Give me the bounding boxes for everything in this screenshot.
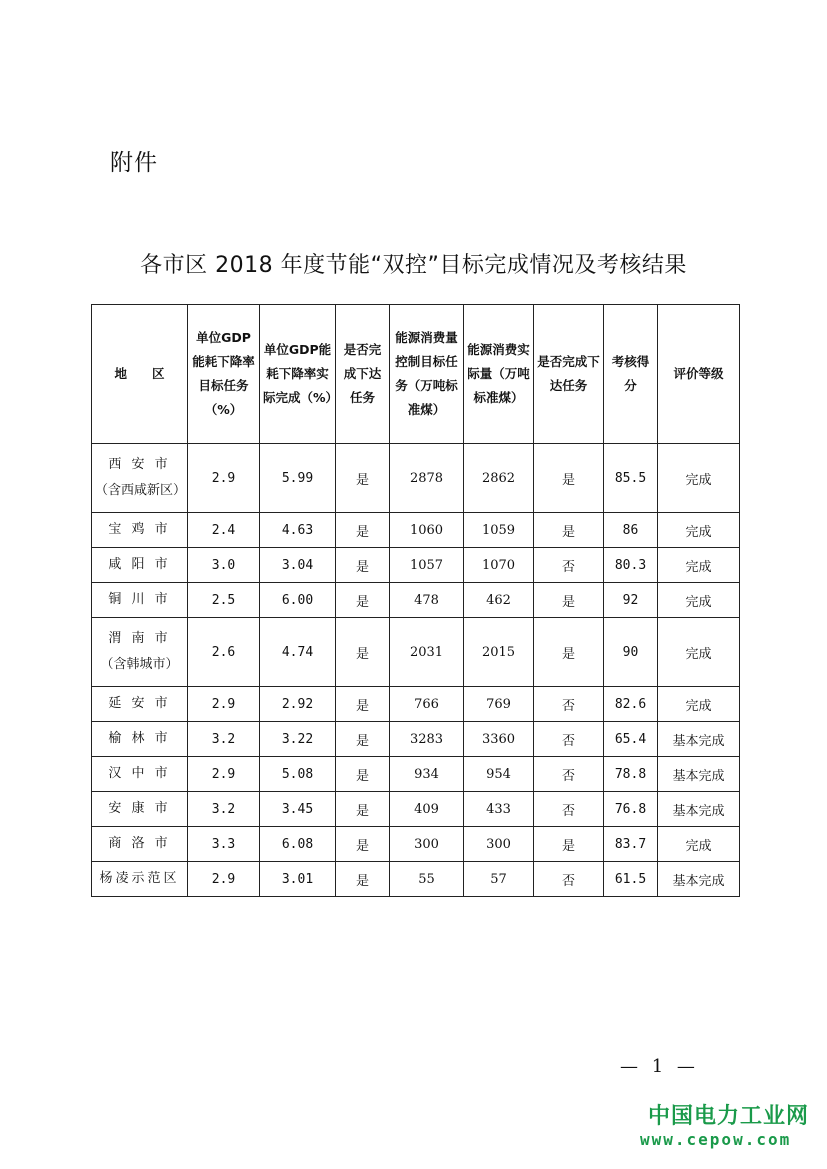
table-row <box>92 618 740 687</box>
score-cell: 90 <box>604 618 658 687</box>
region-name: 铜 川 市 <box>108 592 171 607</box>
energy-actual-cell: 433 <box>464 792 534 827</box>
gdp-target-cell: 2.9 <box>188 757 260 792</box>
region-name: 咸 阳 市 <box>108 557 171 572</box>
region-name: 渭 南 市 <box>108 631 171 646</box>
done-gdp-cell: 是 <box>336 827 390 862</box>
table-header-row <box>92 305 740 444</box>
grade-cell: 基本完成 <box>658 862 740 897</box>
done-gdp-cell: 是 <box>336 722 390 757</box>
energy-target-cell: 409 <box>390 792 464 827</box>
region-cell <box>92 792 188 827</box>
table-row <box>92 827 740 862</box>
gdp-target-cell: 3.2 <box>188 722 260 757</box>
energy-target-cell: 934 <box>390 757 464 792</box>
grade-cell: 完成 <box>658 687 740 722</box>
done-energy-cell: 否 <box>534 722 604 757</box>
grade-cell: 完成 <box>658 583 740 618</box>
grade-cell: 基本完成 <box>658 792 740 827</box>
region-cell <box>92 757 188 792</box>
done-gdp-cell: 是 <box>336 444 390 513</box>
grade-cell: 基本完成 <box>658 757 740 792</box>
done-energy-cell: 否 <box>534 757 604 792</box>
region-name: 杨凌示范区 <box>99 871 180 886</box>
energy-actual-cell: 3360 <box>464 722 534 757</box>
energy-actual-cell: 300 <box>464 827 534 862</box>
gdp-actual-cell: 2.92 <box>260 687 336 722</box>
gdp-target-cell: 2.9 <box>188 862 260 897</box>
done-energy-cell: 否 <box>534 792 604 827</box>
gdp-target-cell: 2.9 <box>188 444 260 513</box>
energy-target-cell: 300 <box>390 827 464 862</box>
score-cell: 80.3 <box>604 548 658 583</box>
header-done-gdp: 是否完成下达任务 <box>336 305 390 444</box>
region-note: （含西咸新区） <box>95 483 187 498</box>
attachment-label: 附件 <box>110 150 158 176</box>
region-name: 商 洛 市 <box>108 836 171 851</box>
table-row <box>92 583 740 618</box>
header-energy-actual: 能源消费实际量（万吨标准煤） <box>464 305 534 444</box>
done-energy-cell: 是 <box>534 583 604 618</box>
page-title: 各市区 2018 年度节能“双控”目标完成情况及考核结果 <box>140 253 687 278</box>
watermark-name: 中国电力工业网 <box>648 1104 810 1129</box>
gdp-target-cell: 3.0 <box>188 548 260 583</box>
score-cell: 61.5 <box>604 862 658 897</box>
gdp-target-cell: 2.4 <box>188 513 260 548</box>
gdp-actual-cell: 6.08 <box>260 827 336 862</box>
grade-cell: 完成 <box>658 513 740 548</box>
done-gdp-cell: 是 <box>336 618 390 687</box>
header-gdp-actual: 单位GDP能耗下降率实际完成（%） <box>260 305 336 444</box>
table-row <box>92 722 740 757</box>
gdp-target-cell: 2.9 <box>188 687 260 722</box>
region-note: （含韩城市） <box>100 657 179 672</box>
header-score: 考核得分 <box>604 305 658 444</box>
score-cell: 83.7 <box>604 827 658 862</box>
table-row <box>92 548 740 583</box>
grade-cell: 完成 <box>658 827 740 862</box>
energy-actual-cell: 2862 <box>464 444 534 513</box>
table-row <box>92 513 740 548</box>
energy-actual-cell: 1059 <box>464 513 534 548</box>
region-name: 延 安 市 <box>108 696 171 711</box>
done-gdp-cell: 是 <box>336 862 390 897</box>
header-grade: 评价等级 <box>658 305 740 444</box>
table-row <box>92 687 740 722</box>
header-gdp-target: 单位GDP能耗下降率目标任务（%） <box>188 305 260 444</box>
grade-cell: 基本完成 <box>658 722 740 757</box>
grade-cell: 完成 <box>658 548 740 583</box>
region-name: 榆 林 市 <box>108 731 171 746</box>
table-row <box>92 792 740 827</box>
energy-target-cell: 1060 <box>390 513 464 548</box>
done-gdp-cell: 是 <box>336 757 390 792</box>
gdp-target-cell: 2.6 <box>188 618 260 687</box>
gdp-actual-cell: 3.22 <box>260 722 336 757</box>
energy-actual-cell: 2015 <box>464 618 534 687</box>
table-row <box>92 757 740 792</box>
region-cell <box>92 862 188 897</box>
gdp-actual-cell: 4.74 <box>260 618 336 687</box>
gdp-actual-cell: 5.99 <box>260 444 336 513</box>
energy-target-cell: 2031 <box>390 618 464 687</box>
region-name: 安 康 市 <box>108 801 171 816</box>
energy-target-cell: 3283 <box>390 722 464 757</box>
done-gdp-cell: 是 <box>336 687 390 722</box>
region-name: 西 安 市 <box>108 457 171 472</box>
region-name: 宝 鸡 市 <box>108 522 171 537</box>
energy-actual-cell: 954 <box>464 757 534 792</box>
grade-cell: 完成 <box>658 444 740 513</box>
region-cell <box>92 618 188 687</box>
region-cell <box>92 444 188 513</box>
gdp-actual-cell: 4.63 <box>260 513 336 548</box>
score-cell: 82.6 <box>604 687 658 722</box>
energy-target-cell: 478 <box>390 583 464 618</box>
done-energy-cell: 是 <box>534 444 604 513</box>
header-energy-target: 能源消费量控制目标任务（万吨标准煤） <box>390 305 464 444</box>
grade-cell: 完成 <box>658 618 740 687</box>
region-cell <box>92 583 188 618</box>
watermark-url: www.cepow.com <box>640 1130 792 1149</box>
energy-target-cell: 766 <box>390 687 464 722</box>
region-cell <box>92 827 188 862</box>
region-name: 汉 中 市 <box>108 766 171 781</box>
done-gdp-cell: 是 <box>336 583 390 618</box>
gdp-actual-cell: 3.04 <box>260 548 336 583</box>
score-cell: 78.8 <box>604 757 658 792</box>
header-done-energy: 是否完成下达任务 <box>534 305 604 444</box>
region-cell <box>92 687 188 722</box>
gdp-actual-cell: 3.01 <box>260 862 336 897</box>
energy-target-cell: 2878 <box>390 444 464 513</box>
table-row <box>92 862 740 897</box>
results-table <box>91 304 740 897</box>
gdp-actual-cell: 6.00 <box>260 583 336 618</box>
energy-target-cell: 1057 <box>390 548 464 583</box>
region-cell <box>92 722 188 757</box>
done-gdp-cell: 是 <box>336 513 390 548</box>
table-row <box>92 444 740 513</box>
done-energy-cell: 否 <box>534 862 604 897</box>
energy-actual-cell: 1070 <box>464 548 534 583</box>
page-number: — 1 — <box>620 1056 699 1077</box>
done-energy-cell: 是 <box>534 618 604 687</box>
energy-actual-cell: 462 <box>464 583 534 618</box>
energy-actual-cell: 769 <box>464 687 534 722</box>
score-cell: 86 <box>604 513 658 548</box>
gdp-target-cell: 3.3 <box>188 827 260 862</box>
header-region: 地 区 <box>92 305 188 444</box>
energy-actual-cell: 57 <box>464 862 534 897</box>
gdp-actual-cell: 5.08 <box>260 757 336 792</box>
region-cell <box>92 548 188 583</box>
region-cell <box>92 513 188 548</box>
done-gdp-cell: 是 <box>336 548 390 583</box>
gdp-target-cell: 2.5 <box>188 583 260 618</box>
done-energy-cell: 否 <box>534 687 604 722</box>
done-energy-cell: 是 <box>534 827 604 862</box>
done-gdp-cell: 是 <box>336 792 390 827</box>
energy-target-cell: 55 <box>390 862 464 897</box>
score-cell: 76.8 <box>604 792 658 827</box>
gdp-target-cell: 3.2 <box>188 792 260 827</box>
score-cell: 65.4 <box>604 722 658 757</box>
score-cell: 92 <box>604 583 658 618</box>
done-energy-cell: 是 <box>534 513 604 548</box>
done-energy-cell: 否 <box>534 548 604 583</box>
score-cell: 85.5 <box>604 444 658 513</box>
gdp-actual-cell: 3.45 <box>260 792 336 827</box>
